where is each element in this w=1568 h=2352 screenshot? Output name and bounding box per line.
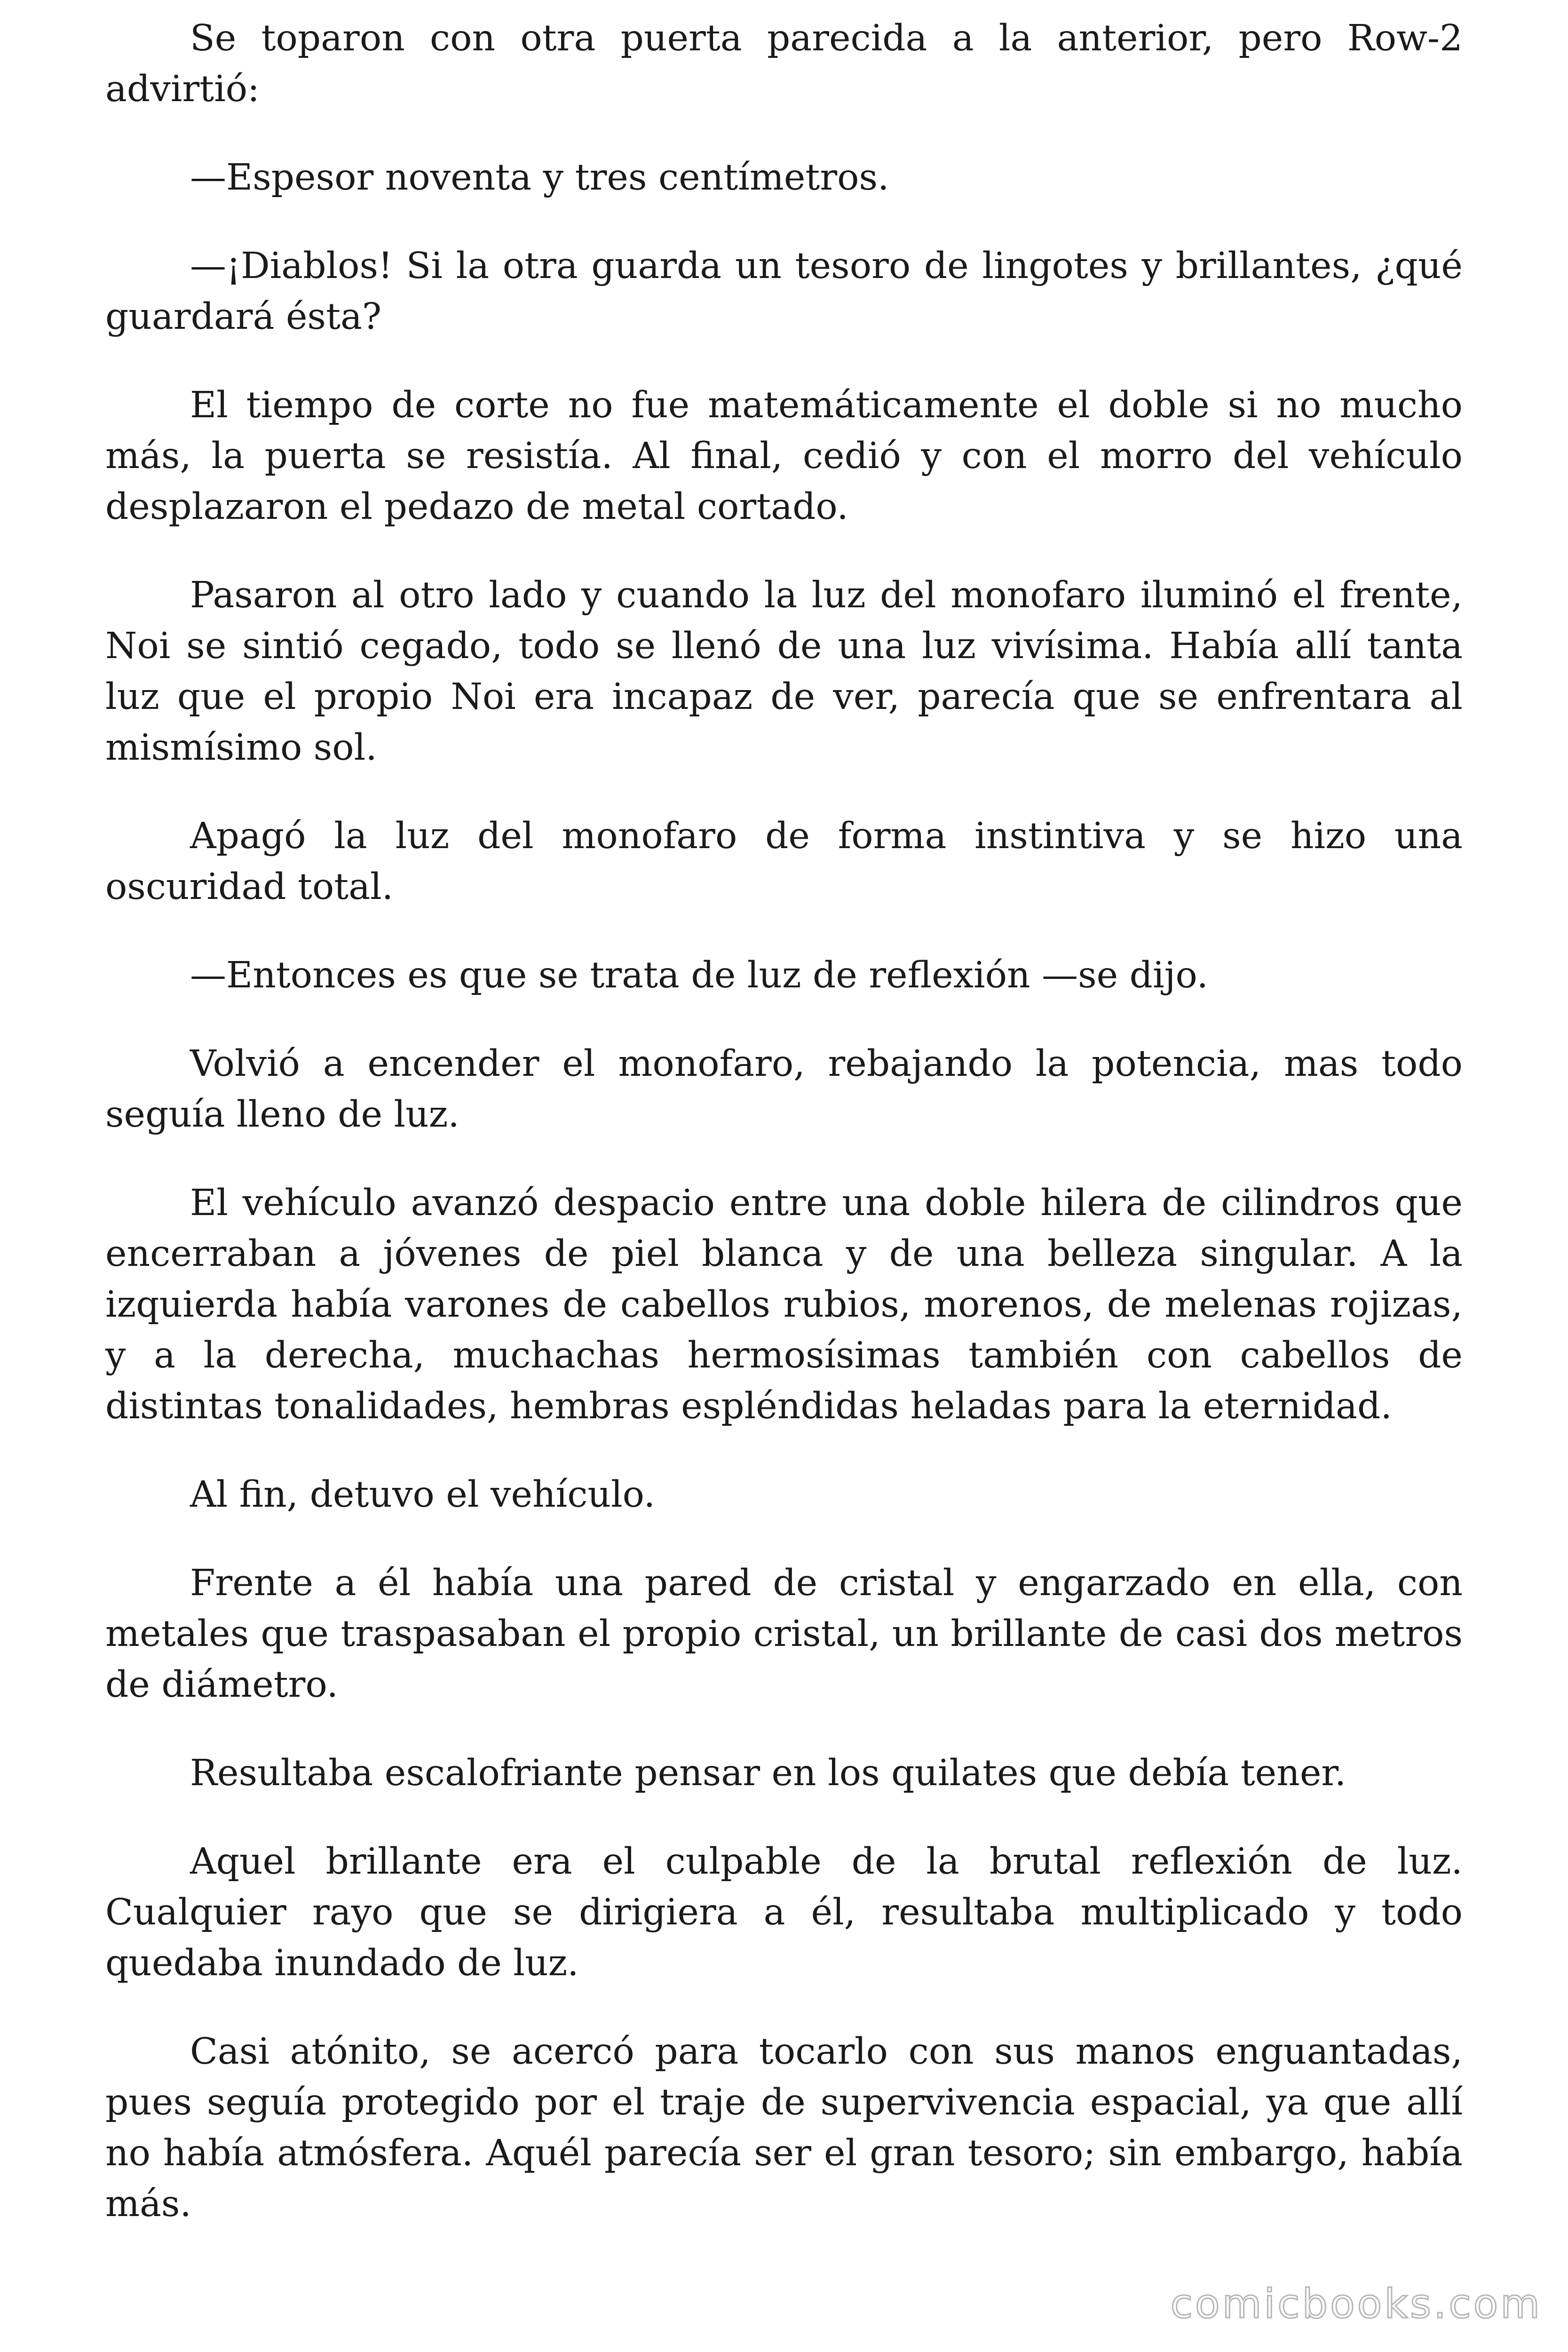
paragraph: Al fin, detuvo el vehículo. xyxy=(190,1474,656,1516)
paragraph: El vehículo avanzó despacio entre una doble hilera de cilindros que encerraban a jóvenes de piel blanca y de una belleza singular. A la izquierda había varones de cabellos rubios, morenos, de melenas rojizas, y a la derecha, muchachas hermosísimas también con cabellos de distintas tonalidades, hembras espléndidas heladas para la eternidad. xyxy=(105,1182,1463,1427)
watermark: comicbooks.com xyxy=(1170,2280,1542,2328)
paragraph: Se toparon con otra puerta parecida a la anterior, pero Row-2 advirtió: xyxy=(105,17,1463,110)
paragraph: —¡Diablos! Si la otra guarda un tesoro de lingotes y brillantes, ¿qué guardará ésta? xyxy=(105,245,1463,338)
paragraph: Casi atónito, se acercó para tocarlo con sus manos enguantadas, pues seguía protegido por el traje de supervivencia espacial, ya que allí no había atmósfera. Aquél parecía ser el gran tesoro; sin embargo, había más. xyxy=(105,2031,1463,2225)
paragraph: Frente a él había una pared de cristal y engarzado en ella, con metales que traspasaban el propio cristal, un brillante de casi dos metros de diámetro. xyxy=(105,1562,1463,1706)
paragraph: —Espesor noventa y tres centímetros. xyxy=(190,157,889,199)
paragraph: Pasaron al otro lado y cuando la luz del monofaro iluminó el frente, Noi se sintió cegado, todo se llenó de una luz vivísima. Había allí tanta luz que el propio Noi era incapaz de ver, parecía que se enfrentara al mismísimo sol. xyxy=(105,574,1463,769)
paragraph: Resultaba escalofriante pensar en los quilates que debía tener. xyxy=(190,1752,1346,1794)
paragraph: Volvió a encender el monofaro, rebajando la potencia, mas todo seguía lleno de luz. xyxy=(105,1043,1463,1136)
paragraph: El tiempo de corte no fue matemáticamente el doble si no mucho más, la puerta se resistía. Al final, cedió y con el morro del vehículo desplazaron el pedazo de metal cortado. xyxy=(105,384,1463,528)
paragraph: Apagó la luz del monofaro de forma instintiva y se hizo una oscuridad total. xyxy=(105,815,1463,908)
paragraph: Aquel brillante era el culpable de la brutal reflexión de luz. Cualquier rayo que se dirigiera a él, resultaba multiplicado y todo quedaba inundado de luz. xyxy=(105,1841,1463,1984)
book-page xyxy=(105,13,1463,2230)
paragraph: —Entonces es que se trata de luz de reflexión —se dijo. xyxy=(190,954,1208,996)
